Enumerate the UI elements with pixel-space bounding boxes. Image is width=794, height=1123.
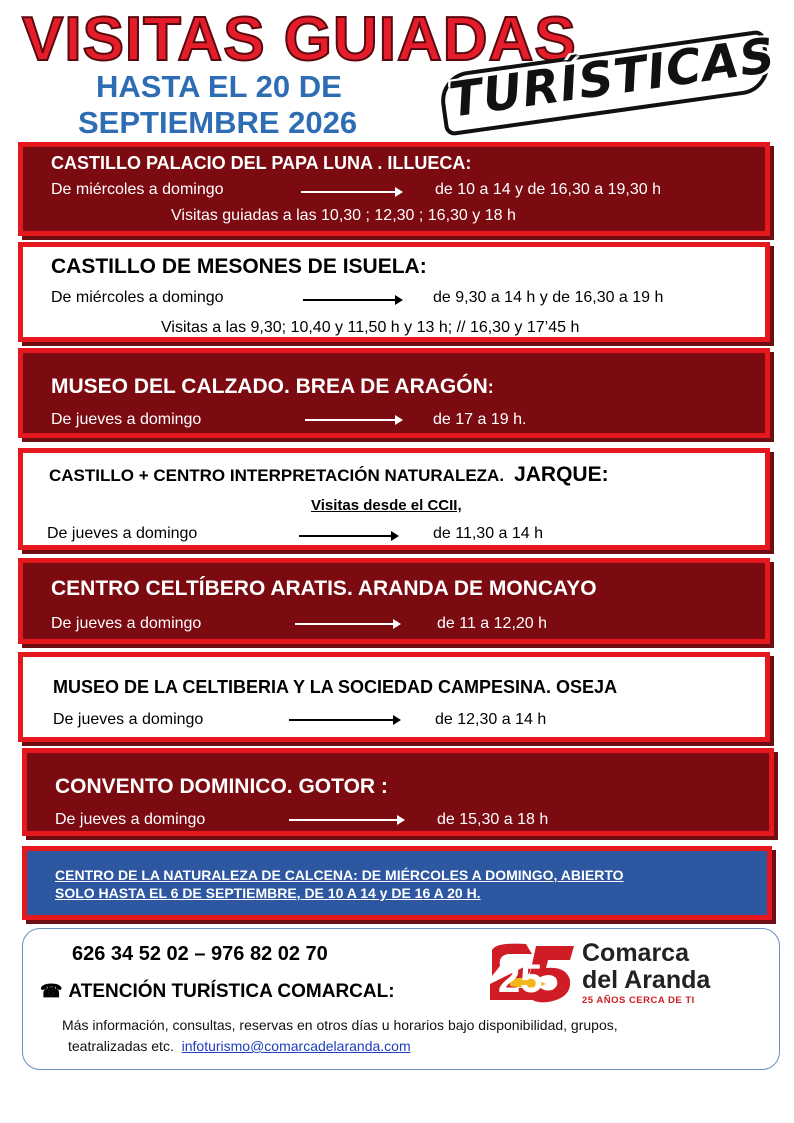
site-guided-times: Visitas guiadas a las 10,30 ; 12,30 ; 16,30 y 18 h [171,207,516,224]
arrow-icon [295,623,399,625]
site-title: CONVENTO DOMINICO. GOTOR : [55,775,388,798]
more-info-line-2: teatralizadas etc. infoturismo@comarcadelaranda.com [68,1038,411,1054]
subtitle-line-1: HASTA EL 20 DE [96,69,342,104]
svg-text:25: 25 [498,957,543,1001]
site-title: CASTILLO + CENTRO INTERPRETACIÓN NATURALEZA. JARQUE: [49,463,609,486]
site-days: De jueves a domingo [51,411,202,428]
site-title: MUSEO DE LA CELTIBERIA Y LA SOCIEDAD CAMPESINA. OSEJA [53,677,618,697]
site-card-oseja [18,652,770,742]
site-card-brea [18,348,770,438]
site-title: MUSEO DEL CALZADO. BREA DE ARAGÓN: [51,375,494,398]
tourist-attention-label: ☎ ATENCIÓN TURÍSTICA COMARCAL: [40,981,395,1002]
notice-line-1: CENTRO DE LA NATURALEZA DE CALCENA: DE MIÉRCOLES A DOMINGO, ABIERTO [55,867,624,883]
arrow-icon [303,299,401,301]
site-days: De jueves a domingo [47,525,198,542]
site-card-jarque [18,448,770,550]
site-hours: de 10 a 14 y de 16,30 a 19,30 h [435,181,661,198]
turisticas-badge: TURÍSTICAS [445,27,779,129]
arrow-icon [305,419,401,421]
site-hours: de 11,30 a 14 h [433,525,544,542]
logo-tagline: 25 AÑOS CERCA DE TI [582,995,695,1006]
site-card-aranda [18,558,770,644]
site-days: De jueves a domingo [51,615,202,632]
site-days: De miércoles a domingo [51,181,224,198]
site-title: CASTILLO PALACIO DEL PAPA LUNA . ILLUECA: [51,153,472,173]
poster-title: VISITAS GUIADAS [22,5,577,74]
logo-name-line-2: del Aranda [582,966,711,994]
calcena-notice [22,846,772,920]
site-visit-note: Visitas desde el CCII, [311,497,462,514]
site-card-mesones [18,242,770,342]
more-info-line-1: Más información, consultas, reservas en otros días u horarios bajo disponibilidad, grupos, [62,1017,618,1033]
anniversary-25-logo-icon [486,940,578,1008]
site-days: De jueves a domingo [55,811,206,828]
arrow-icon [299,535,397,537]
site-title: CASTILLO DE MESONES DE ISUELA: [51,255,427,278]
logo-name-line-1: Comarca [582,939,689,967]
site-card-illueca [18,142,770,236]
site-days: De jueves a domingo [53,711,204,728]
site-hours: de 12,30 a 14 h [435,711,547,728]
arrow-icon [301,191,401,193]
site-days: De miércoles a domingo [51,289,224,306]
comarca-logo [486,940,736,1010]
site-visit-times: Visitas a las 9,30; 10,40 y 11,50 h y 13 h; // 16,30 y 17’45 h [161,319,580,336]
notice-line-2: SOLO HASTA EL 6 DE SEPTIEMBRE, DE 10 A 14 y DE 16 A 20 H. [55,885,481,901]
site-hours: de 9,30 a 14 h y de 16,30 a 19 h [433,289,664,306]
email-link[interactable]: infoturismo@comarcadelaranda.com [181,1038,411,1054]
site-title: CENTRO CELTÍBERO ARATIS. ARANDA DE MONCAYO [51,577,597,600]
site-hours: de 11 a 12,20 h [437,615,548,632]
site-hours: de 15,30 a 18 h [437,811,549,828]
site-card-gotor [22,748,774,836]
telephone-icon: ☎ [40,981,63,1001]
arrow-icon [289,819,403,821]
site-hours: de 17 a 19 h. [433,411,527,428]
subtitle-line-2: SEPTIEMBRE 2026 [78,105,358,140]
phone-numbers[interactable]: 626 34 52 02 – 976 82 02 70 [72,943,328,965]
arrow-icon [289,719,399,721]
